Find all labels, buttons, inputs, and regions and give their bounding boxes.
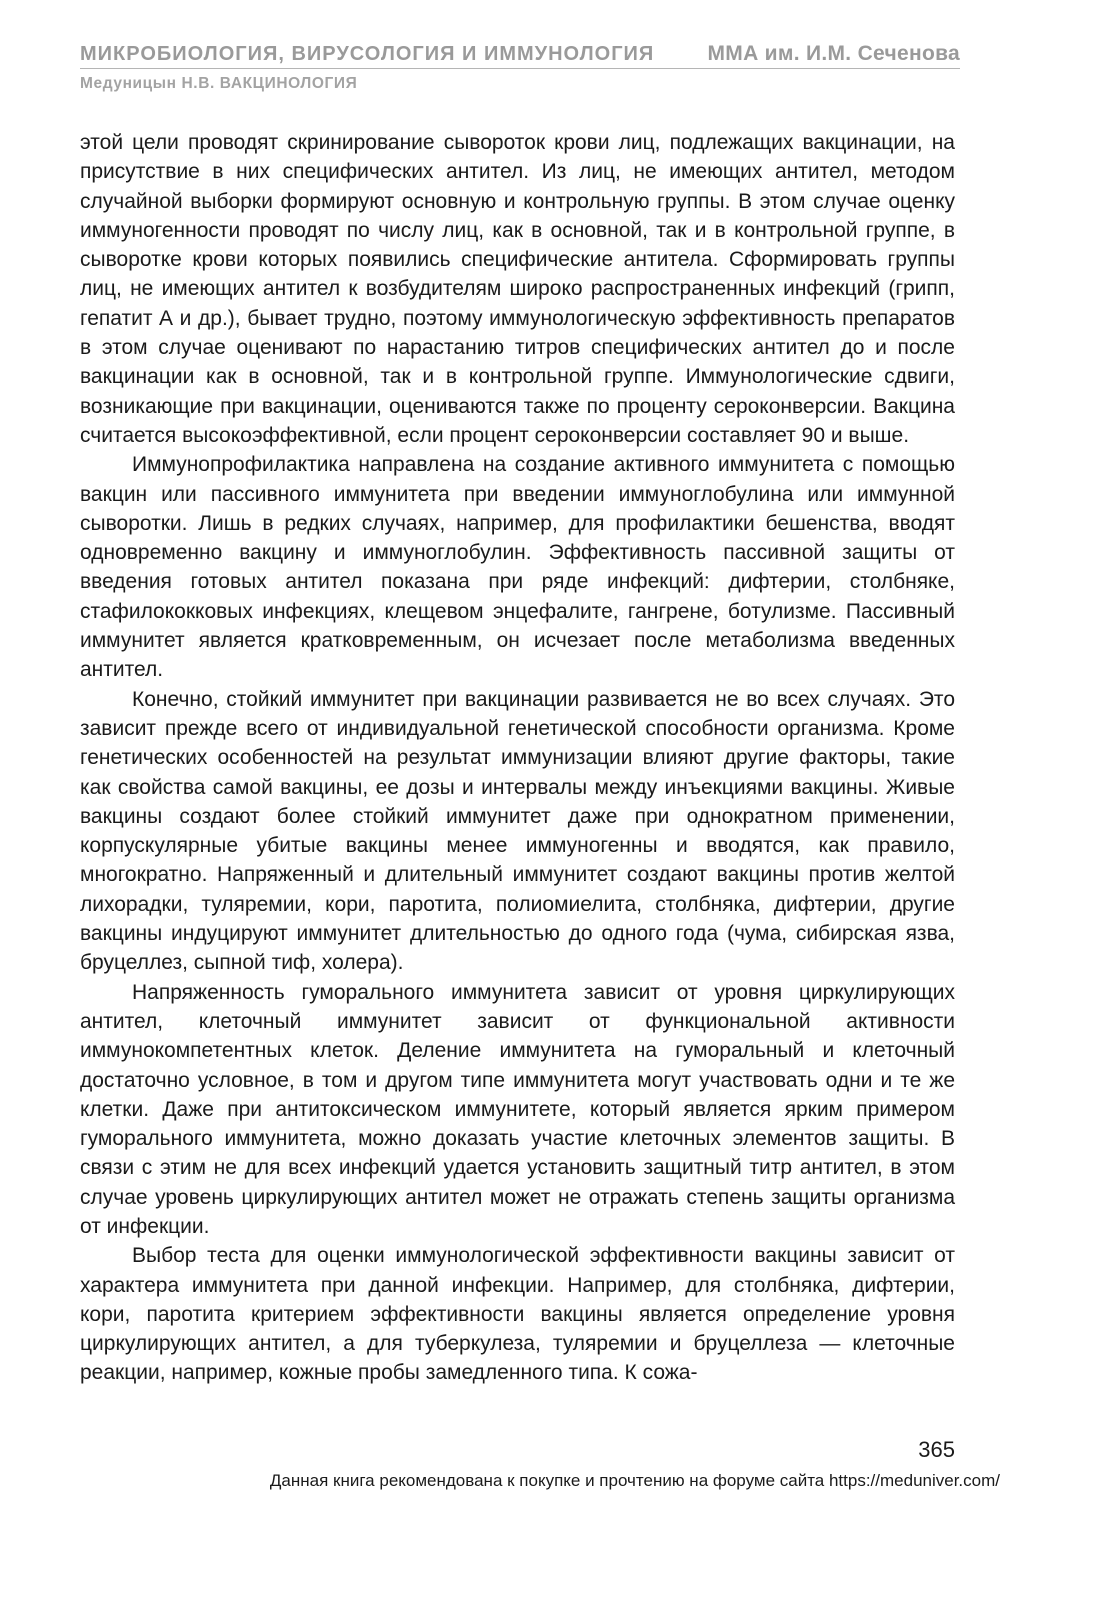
paragraph: Выбор теста для оценки иммунологической эффективности вакцины зависит от характера иммунитета при данной инфекции. Например, для столбняка, дифтерии, кори, паротита критерием эффективности вакцины является определение уровня циркулирующих антител, а для туберкулеза, туляремии и бруцеллеза — клеточные реакции, например, кожные пробы замедленного типа. К сожа- (80, 1244, 955, 1385)
course-title: МИКРОБИОЛОГИЯ, ВИРУСОЛОГИЯ И ИММУНОЛОГИЯ (80, 43, 655, 65)
header-title-row (80, 42, 960, 69)
paragraph: Иммунопрофилактика направлена на создание активного иммунитета с помощью вакцин или пассивного иммунитета при введении иммуноглобулина или иммунной сыворотки. Лишь в редких случаях, например, для профилактики бешенства, вводят одновременно вакцину и иммуноглобулин. Эффективность пассивной защиты от введения готовых антител показана при ряде инфекций: дифтерии, столбняке, стафилококковых инфекциях, клещевом энцефалите, гангрене, ботулизме. Пассивный иммунитет является кратковременным, он исчезает после метаболизма введенных антител. (80, 453, 955, 682)
running-header (80, 42, 960, 93)
paragraph: Конечно, стойкий иммунитет при вакцинации развивается не во всех случаях. Это зависит прежде всего от индивидуальной генетической способности организма. Кроме генетических особенностей на результат иммунизации влияют другие факторы, такие как свойства самой вакцины, ее дозы и интервалы между инъекциями вакцины. Живые вакцины создают более стойкий иммунитет даже при однократном применении, корпускулярные убитые вакцины менее иммуногенны и вводятся, как правило, многократно. Напряженный и длительный иммунитет создают вакцины против желтой лихорадки, туляремии, кори, паротита, полиомиелита, столбняка, дифтерии, другие вакцины индуцируют иммунитет длительностью до одного года (чума, сибирская язва, бруцеллез, сыпной тиф, холера). (80, 687, 955, 975)
main-text (80, 128, 955, 1388)
page-number: 365 (918, 1437, 955, 1462)
paragraph: Напряженность гуморального иммунитета зависит от уровня циркулирующих антител, клеточный иммунитет зависит от функциональной активности иммунокомпетентных клеток. Деление иммунитета на гуморальный и клеточный достаточно условное, в том и другом типе иммунитета могут участвовать одни и те же клетки. Даже при антитоксическом иммунитете, который является ярким примером гуморального иммунитета, можно доказать участие клеточных элементов защиты. В связи с этим не для всех инфекций удается установить защитный титр антител, в этом случае уровень циркулирующих антител может не отражать степень защиты организма от инфекции. (80, 980, 955, 1238)
paragraph: этой цели проводят скринирование сывороток крови лиц, подлежащих вакцинации, на присутствие в них специфических антител. Из лиц, не имеющих антител, методом случайной выборки формируют основную и контрольную группы. В этом случае оценку иммуногенности проводят по числу лиц, как в основной, так и в контрольной группе, в сыворотке крови которых появились специфические антитела. Сформировать группы лиц, не имеющих антител к возбудителям широко распространенных инфекций (грипп, гепатит А и др.), бывает трудно, поэтому иммунологическую эффективность препаратов в этом случае оценивают по нарастанию титров специфических антител до и после вакцинации как в основной, так и в контрольной группе. Иммунологические сдвиги, возникающие при вакцинации, оцениваются также по проценту сероконверсии. Вакцина считается высокоэффективной, если процент сероконверсии составляет 90 и выше. (80, 131, 955, 447)
footer-note: Данная книга рекомендована к покупке и прочтению на форуме сайта https://meduniver.com/ (269, 1471, 1000, 1490)
book-author-title: Медуницын Н.В. ВАКЦИНОЛОГИЯ (80, 75, 358, 92)
institution-name: ММА им. И.М. Сеченова (707, 42, 960, 65)
